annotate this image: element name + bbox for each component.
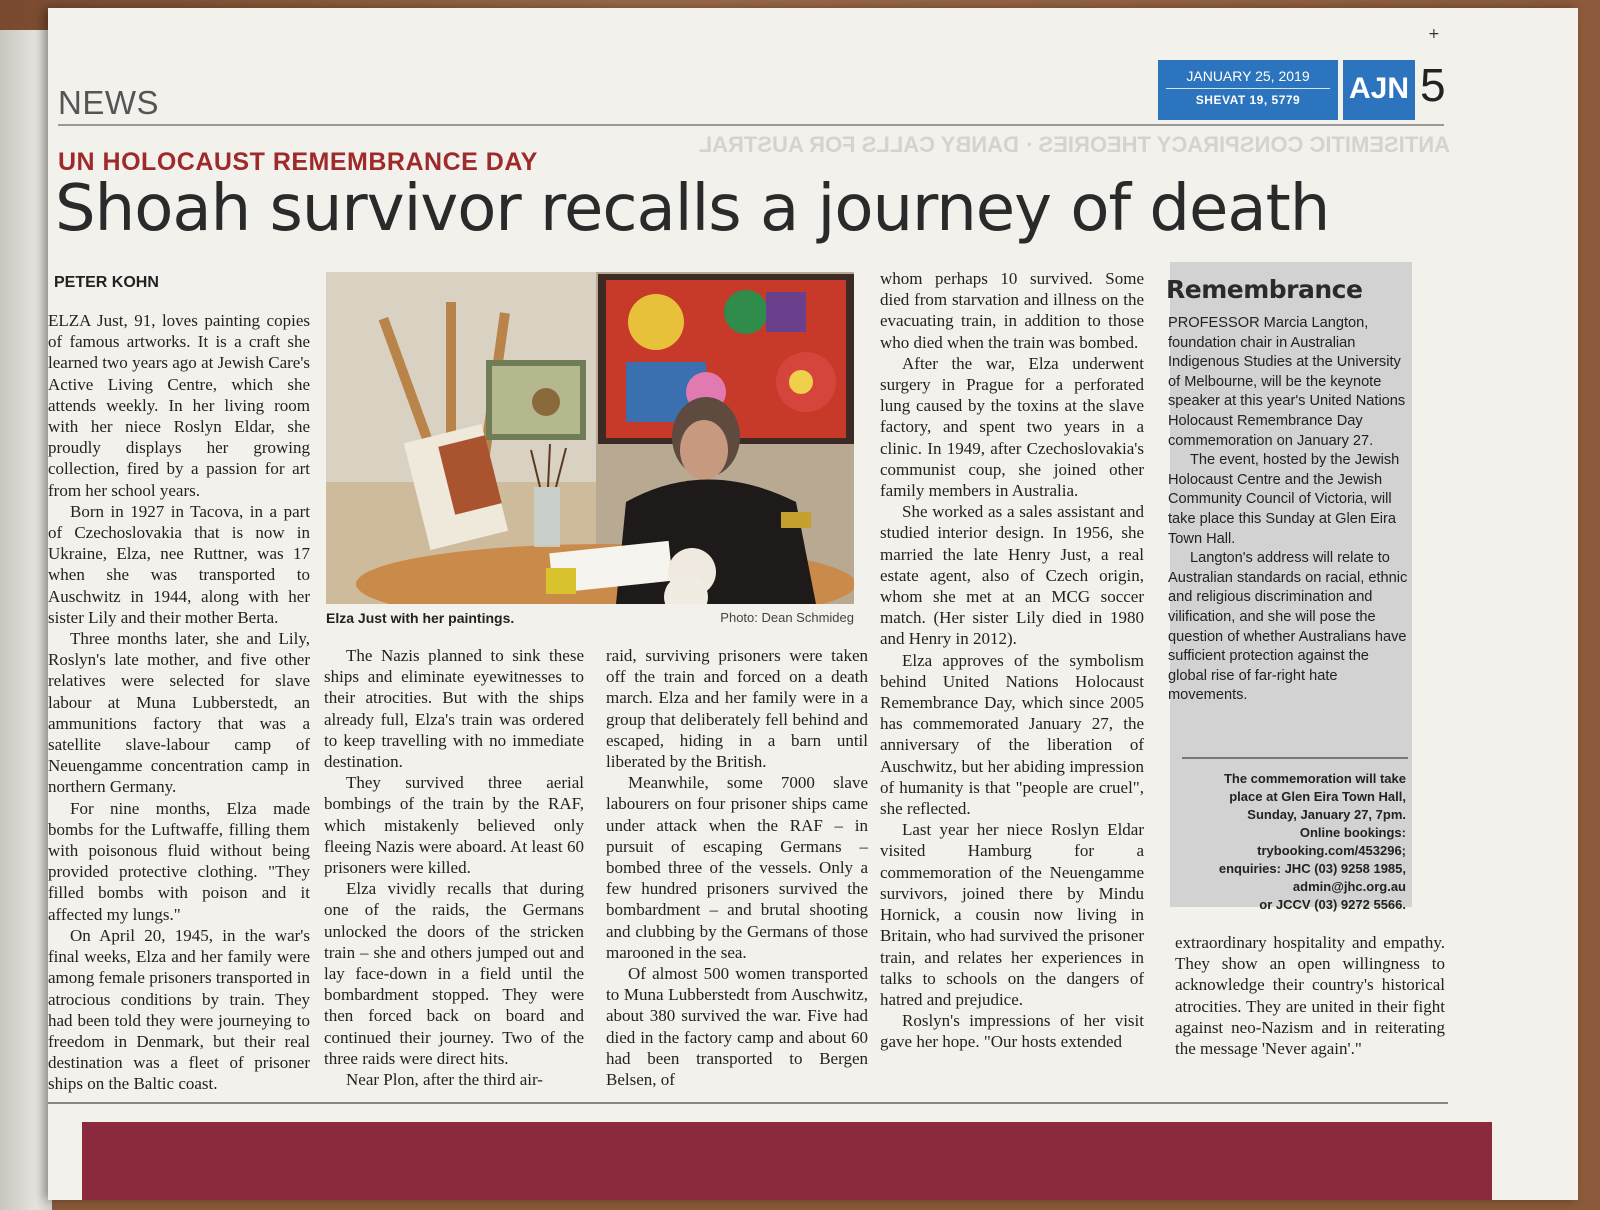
- paragraph: extraordinary hospitality and empathy. They show an open willingness to acknowledge their country's historical atrocities. They are united in their fight against neo-Nazism and in reiterating the message 'Never again'.": [1175, 933, 1445, 1059]
- paragraph: Born in 1927 in Tacova, in a part of Czechoslovakia that is now in Ukraine, Elza, nee Ruttner, was 17 when she was transported to Auschwitz in 1944, along with her sister Lily and their mother Berta.: [48, 501, 310, 627]
- sidebar-event-details: [1182, 770, 1406, 914]
- advertisement-band: [82, 1122, 1492, 1200]
- date-gregorian: JANUARY 25, 2019: [1186, 68, 1310, 84]
- paragraph: Roslyn's impressions of her visit gave her hope. "Our hosts extended: [880, 1011, 1144, 1052]
- sidebar-divider: [1182, 757, 1408, 759]
- event-line: enquiries: JHC (03) 9258 1985,: [1218, 861, 1406, 876]
- footer-rule: [48, 1102, 1448, 1104]
- paragraph: They survived three aerial bombings of the train by the RAF, which mistakenly believed only fleeing Nazis were aboard. At least 60 prisoners were killed.: [324, 773, 584, 878]
- event-line: Sunday, January 27, 7pm.: [1247, 807, 1406, 822]
- paragraph: Near Plon, after the third air-: [346, 1070, 543, 1090]
- paragraph: Last year her niece Roslyn Eldar visited Hamburg for a commemoration of the Neuengamme survivors, joined there by Mindu Hornick, a cousin now living in Britain, who had survived the prisoner train, and relates her experiences in talks to schools on the dangers of hatred and prejudice.: [880, 820, 1144, 1009]
- event-line: or JCCV (03) 9272 5566.: [1259, 897, 1406, 912]
- paragraph: After the war, Elza underwent surgery in Prague for a perforated lung caused by the toxins at the slave factory, and spent two years in a clinic. In 1949, after Czechoslovakia's communist coup, she joined other family members in Australia.: [880, 353, 1144, 501]
- article-column-3: [606, 645, 868, 1090]
- sidebar-title: Remembrance: [1166, 275, 1363, 304]
- booking-link[interactable]: trybooking.com/453296;: [1257, 843, 1406, 858]
- photo-painting-woman-illustration: [326, 272, 854, 604]
- sidebar-paragraph: The event, hosted by the Jewish Holocaust Centre and the Jewish Community Council of Victoria, will take place this Sunday at Glen Eira Town Hall.: [1168, 452, 1400, 547]
- date-block: [1158, 60, 1338, 120]
- paragraph: ELZA Just, 91, loves painting copies of famous artworks. It is a craft she learned two years ago at Jewish Care's Active Living Centre, which she attends weekly. In her living room with her niece Roslyn Eldar, she proudly displays her growing collection, fired by a passion for art from her school years.: [48, 311, 310, 500]
- article-column-5: [1175, 932, 1445, 1059]
- date-hebrew: SHEVAT 19, 5779: [1195, 93, 1301, 107]
- article-byline: PETER KOHN: [54, 274, 159, 291]
- paragraph: For nine months, Elza made bombs for the Luftwaffe, filling them with poisonous fluid without being provided protective clothing. "They filled bombs with poison and it affected my lungs.": [48, 798, 310, 924]
- page-number: 5: [1420, 59, 1446, 111]
- paragraph: Of almost 500 women transported to Muna Lubberstedt from Auschwitz, about 380 survived the war. Five had died in the factory camp and about 60 had been transported to Bergen Belsen, of: [606, 964, 868, 1090]
- paragraph: whom perhaps 10 survived. Some died from starvation and illness on the evacuating train, in addition to those who died when the train was bombed.: [880, 269, 1144, 352]
- article-kicker: UN HOLOCAUST REMEMBRANCE DAY: [58, 148, 538, 176]
- paragraph: Three months later, she and Lily, Roslyn's late mother, and five other relatives were selected for slave labour at Muna Lubberstedt, an ammunitions factory that was a satellite slave-labour camp of Neuengamme concentration camp in northern Germany.: [48, 629, 310, 797]
- event-line: The commemoration will take: [1223, 771, 1406, 786]
- registration-mark: +: [1428, 26, 1440, 42]
- sidebar-body: [1168, 314, 1408, 706]
- photo-caption-row: [326, 610, 854, 626]
- article-column-1: [48, 310, 310, 1095]
- photo-caption: Elza Just with her paintings.: [326, 610, 515, 626]
- paragraph: She worked as a sales assistant and studied interior design. In 1956, she married the late Henry Just, a real estate agent, also of Czech origin, whom she met at an MCG soccer match. (Her sister Lily died in 1980 and Henry in 2012).: [880, 502, 1144, 649]
- event-line: place at Glen Eira Town Hall,: [1229, 789, 1406, 804]
- article-column-2: [324, 645, 584, 1090]
- event-line: Online bookings:: [1299, 825, 1406, 840]
- email-link[interactable]: admin@jhc.org.au: [1292, 879, 1406, 894]
- paragraph: The Nazis planned to sink these ships and eliminate eyewitnesses to their atrocities. But with the ships already full, Elza's train was ordered to keep travelling with no immediate destination.: [324, 646, 584, 772]
- photo-credit: Photo: Dean Schmideg: [720, 610, 854, 625]
- sidebar-paragraph: Langton's address will relate to Australian standards on racial, ethnic and religious discrimination and vilification, and she will pose the question of whether Australians have sufficient protection against the global rise of far-right hate movements.: [1168, 550, 1408, 704]
- paragraph: Meanwhile, some 7000 slave labourers on four prisoner ships came under attack when the RAF – in pursuit of escaping Germans – bombed three of the vessels. Only a few hundred prisoners survived the bombardment – and brutal shooting and clubbing by the Germans of those marooned in the sea.: [606, 773, 868, 962]
- mirrored-bleed-text: ANTISEMITIC CONSPIRACY THEORIES · DANBY CALLS FOR AUSTRAL: [698, 132, 1450, 157]
- sidebar-paragraph: PROFESSOR Marcia Langton, foundation chair in Australian Indigenous Studies at the University of Melbourne, will be the keynote speaker at this year's United Nations Holocaust Remembrance Day commemoration on January 27.: [1168, 315, 1406, 449]
- facing-page-edge: [0, 30, 52, 1210]
- paragraph: raid, surviving prisoners were taken off the train and forced on a death march. Elza and her family were in a group that deliberately fell behind and escaped, hiding in a barn until liberated by the British.: [606, 646, 868, 772]
- paragraph: Elza vividly recalls that during one of the raids, the Germans unlocked the doors of the stricken train – she and others jumped out and lay face-down in a field until the bombardment stopped. They were then forced back on board and continued their journey. Two of the three raids were direct hits.: [324, 879, 584, 1068]
- article-photo: [326, 272, 854, 604]
- article-headline: Shoah survivor recalls a journey of death: [55, 172, 1330, 246]
- masthead-logo: AJN: [1343, 60, 1415, 120]
- paragraph: On April 20, 1945, in the war's final weeks, Elza and her family were among female prisoners transported in atrocious conditions by train. They had been told they were journeying to freedom in Denmark, but their real destination was a fleet of prisoner ships on the Baltic coast.: [48, 925, 310, 1094]
- paragraph: Elza approves of the symbolism behind United Nations Holocaust Remembrance Day, which since 2005 has commemorated January 27, the anniversary of the liberation of Auschwitz, but her abiding impression of humanity is that "people are cruel", she reflected.: [880, 650, 1144, 819]
- section-label: NEWS: [58, 84, 159, 121]
- article-column-4: [880, 268, 1144, 1053]
- header-rule: [58, 124, 1444, 126]
